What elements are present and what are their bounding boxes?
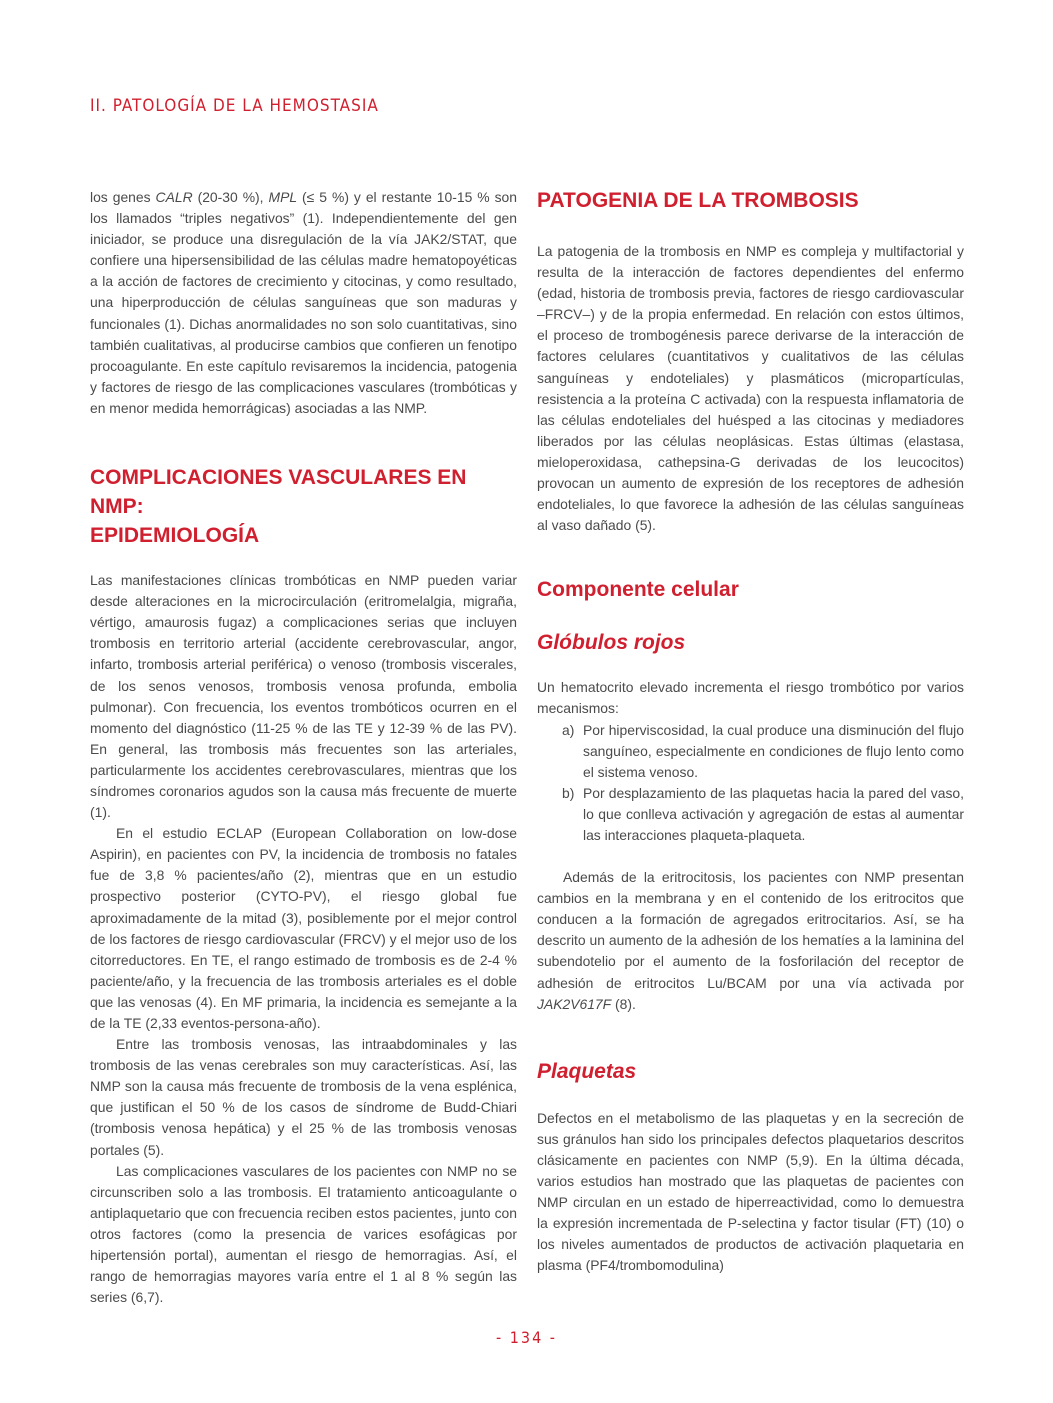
subsection-heading-red-cells: Glóbulos rojos [537,631,686,655]
paragraph: Un hematocrito elevado incrementa el riesgo trombótico por varios mecanismos: [537,679,964,717]
list-item: b) Por desplazamiento de las plaquetas hacia la pared del vaso, lo que conlleva activación y agregación de estas al aumentar las interacciones plaqueta-plaqueta. [562,784,964,843]
paragraph: Entre las trombosis venosas, las intraabdominales y las trombosis de las venas cerebrales son muy características. Así, las NMP son la causa más frecuente de trombosis de la vena esplénica, que justifican el 50 % de los casos de síndrome de Budd-Chiari (trombosis venosa hepática) y el 25 % de las trombosis venosas portales (5). [90,1036,517,1158]
intro-paragraph: los genes CALR (20-30 %), MPL (≤ 5 %) y el restante 10-15 % son los llamados “triples negativos” (1). Independientemente del gen iniciador, se produce una disregulación de la vía JAK2/STAT, que confiere una hipersensibilidad de las células madre hematopoyéticas a la acción de factores de crecimiento y citocinas, y como resultado, una hiperproducción de células sanguíneas que son maduras y funcionales (1). Dichas anormalidades no son solo cuantitativas, sino también cualitativas, al producirse cambios que confieren un fenotipo procoagulante. En este capítulo revisaremos la incidencia, patogenia y factores de riesgo de las complicaciones vasculares (trombóticas y en menor medida hemorrágicas) asociadas a las NMP. [90,189,517,416]
section-heading-pathogenesis: PATOGENIA DE LA TROMBOSIS [537,189,859,212]
list-item: a) Por hiperviscosidad, la cual produce una disminución del flujo sanguíneo, especialmente en condiciones de flujo lento como el sistema venoso. [562,721,964,780]
paragraph: Las complicaciones vasculares de los pacientes con NMP no se circunscriben solo a las trombosis. El tratamiento anticoagulante o antiplaquetario que con frecuencia reciben estos pacientes, junto con otros factores (como la presencia de varices esofágicas por hipertensión portal), aumentan el riesgo de hemorragias. Así, el rango de hemorragias mayores varía entre el 1 al 8 % según las series (6,7). [90,1162,517,1306]
paragraph: La patogenia de la trombosis en NMP es compleja y multifactorial y resulta de la interacción de factores dependientes del enfermo (edad, historia de trombosis previa, factores de riesgo cardiovascular –FRCV–) y de la propia enfermedad. En relación con estos últimos, el proceso de trombogénesis parece derivarse de la interacción de factores celulares (cuantitativos y cualitativos de las células sanguíneas y endoteliales) y plasmáticos (micropartículas, resistencia a la proteína C activada) con la respuesta inflamatoria de las células endoteliales del huésped a las citocinas y mediadores liberados por las células neoplásicas. Estas últimas (elastasa, mieloperoxidasa, cathepsina-G derivadas de los leucocitos) provocan un aumento de expresión de los receptores de adhesión endoteliales, lo que favorece la adhesión de las células sanguíneas al vaso dañado (5). [537,243,964,534]
subsection-heading-platelets: Plaquetas [537,1059,637,1083]
paragraph: Defectos en el metabolismo de las plaquetas y en la secreción de sus gránulos han sido los principales defectos plaquetarios descritos clásicamente en pacientes con NMP (5,9). En la última década, varios estudios han mostrado que las plaquetas de pacientes con NMP circulan en un estado de hiperreactividad, como lo demuestra la expresión incrementada de P-selectina y factor tisular (FT) (10) o los niveles aumentados de productos de activación plaquetaria en plasma (PF4/trombomodulina) [537,1109,964,1274]
page-number: - 134 - [496,1328,557,1347]
mechanism-list [537,720,964,847]
paragraph: Además de la eritrocitosis, los pacientes con NMP presentan cambios en la membrana y en el contenido de los eritrocitos que conducen a la formación de agregados eritrocitarios. Así, se ha descrito un aumento de la adhesión de los hematíes a la laminina del subendotelio por el aumento de la fosforilación del receptor de adhesión de eritrocitos Lu/BCAM por una vía activada por JAK2V617F (8). [537,869,964,1012]
running-head: II. PATOLOGÍA DE LA HEMOSTASIA [90,96,379,116]
paragraph: Las manifestaciones clínicas trombóticas en NMP pueden variar desde alteraciones en la microcirculación (eritromelalgia, migraña, vértigo, amaurosis fugaz) a complicaciones serias que incluyen trombosis en territorio arterial (accidente cerebrovascular, angor, infarto, trombosis arterial periférica) o venoso (trombosis viscerales, de los senos venosos, trombosis venosa profunda, embolia pulmonar). Con frecuencia, los eventos trombóticos ocurren en el momento del diagnóstico (11-25 % de las TE y 12-39 % de las PV). En general, las trombosis más frecuentes son las arteriales, particularmente los accidentes cerebrovasculares, mientras que los síndromes coronarios agudos son la causa más frecuente de muerte (1). [90,572,517,821]
subsection-heading-cellular: Componente celular [537,578,739,602]
right-column [537,186,964,1276]
paragraph: En el estudio ECLAP (European Collaboration on low-dose Aspirin), en pacientes con PV, la incidencia de trombosis no fatales fue de 3,8 % pacientes/año (2), mientras que en un estudio prospectivo posterior (CYTO-PV), el riesgo global fue aproximadamente de la mitad (3), posiblemente por el mejor control de los factores de riesgo cardiovascular (FRCV) y el mejor uso de los citorreductores. En TE, el rango estimado de trombosis es de 2-4 % paciente/año, y la frecuencia de las trombosis arteriales es el doble que las venosas (4). En MF primaria, la incidencia es semejante a la de la TE (2,33 eventos-persona-año). [90,825,517,1031]
left-column [90,187,517,1308]
section-heading-epidemiology: COMPLICACIONES VASCULARES EN NMP: EPIDEMIOLOGÍA [90,466,467,548]
